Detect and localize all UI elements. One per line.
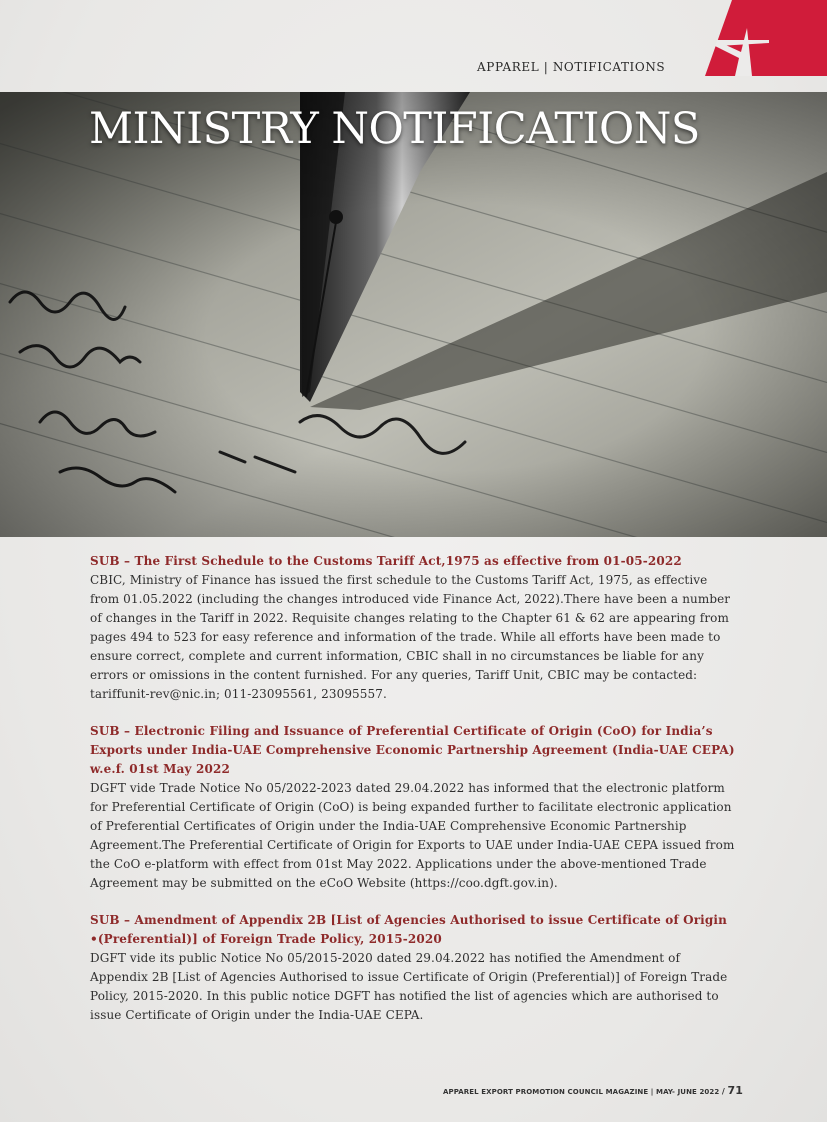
notice-title: SUB – Electronic Filing and Issuance of Preferential Certificate of Origin (CoO) for India’s Exports under India-UAE Comprehensive Economic Partnership Agreement (India-UAE CEPA) w.e.f. 01st May 2022 xyxy=(90,724,735,776)
notice-item xyxy=(90,722,740,893)
notice-title: SUB – Amendment of Appendix 2B [List of Agencies Authorised to issue Certificate of Origin •(Preferential)] of Foreign Trade Policy, 2015-2020 xyxy=(90,913,727,946)
notice-title: SUB – The First Schedule to the Customs Tariff Act,1975 as effective from 01-05-2022 xyxy=(90,554,682,568)
hero-image xyxy=(0,92,827,537)
brand-logo-icon xyxy=(677,0,827,76)
footer-separator: / xyxy=(721,1087,725,1096)
notice-body: DGFT vide its public Notice No 05/2015-2020 dated 29.04.2022 has notified the Amendment of Appendix 2B [List of Agencies Authorised to issue Certificate of Origin (Preferential)] of Foreign Trade Policy, 2015-2020. In this public notice DGFT has notified the list of agencies which are authorised to issue Certificate of Origin under the India-UAE CEPA. xyxy=(90,951,728,1022)
footer-magazine: APPAREL EXPORT PROMOTION COUNCIL MAGAZINE | MAY- JUNE 2022 xyxy=(442,1088,720,1096)
notice-item xyxy=(90,552,740,704)
notices-list xyxy=(90,552,740,1043)
page-title: MINISTRY NOTIFICATIONS xyxy=(89,104,700,154)
fountain-pen-writing-photo-icon xyxy=(0,92,827,537)
page-footer xyxy=(443,1084,743,1097)
page-number: 71 xyxy=(727,1084,743,1097)
notice-body: DGFT vide Trade Notice No 05/2022-2023 dated 29.04.2022 has informed that the electronic platform for Preferential Certificate of Origin (CoO) is being expanded further to facilitate electronic application of Preferential Certificates of Origin under the India-UAE Comprehensive Economic Partnership Agreement.The Preferential Certificate of Origin for Exports to UAE under India-UAE CEPA issued from the CoO e-platform with effect from 01st May 2022. Applications under the above-mentioned Trade Agreement may be submitted on the eCoO Website (https://coo.dgft.gov.in). xyxy=(90,781,735,890)
notice-item xyxy=(90,911,740,1025)
notice-body: CBIC, Ministry of Finance has issued the first schedule to the Customs Tariff Act, 1975, as effective from 01.05.2022 (including the changes introduced vide Finance Act, 2022).There have been a number of changes in the Tariff in 2022. Requisite changes relating to the Chapter 61 & 62 are appearing from pages 494 to 523 for easy reference and information of the trade. While all efforts have been made to ensure correct, complete and current information, CBIC shall in no circumstances be liable for any errors or omissions in the content furnished. For any queries, Tariff Unit, CBIC may be contacted: tariffunit-rev@nic.in; 011-23095561, 23095557. xyxy=(90,573,731,701)
section-label: APPAREL | NOTIFICATIONS xyxy=(477,60,666,74)
